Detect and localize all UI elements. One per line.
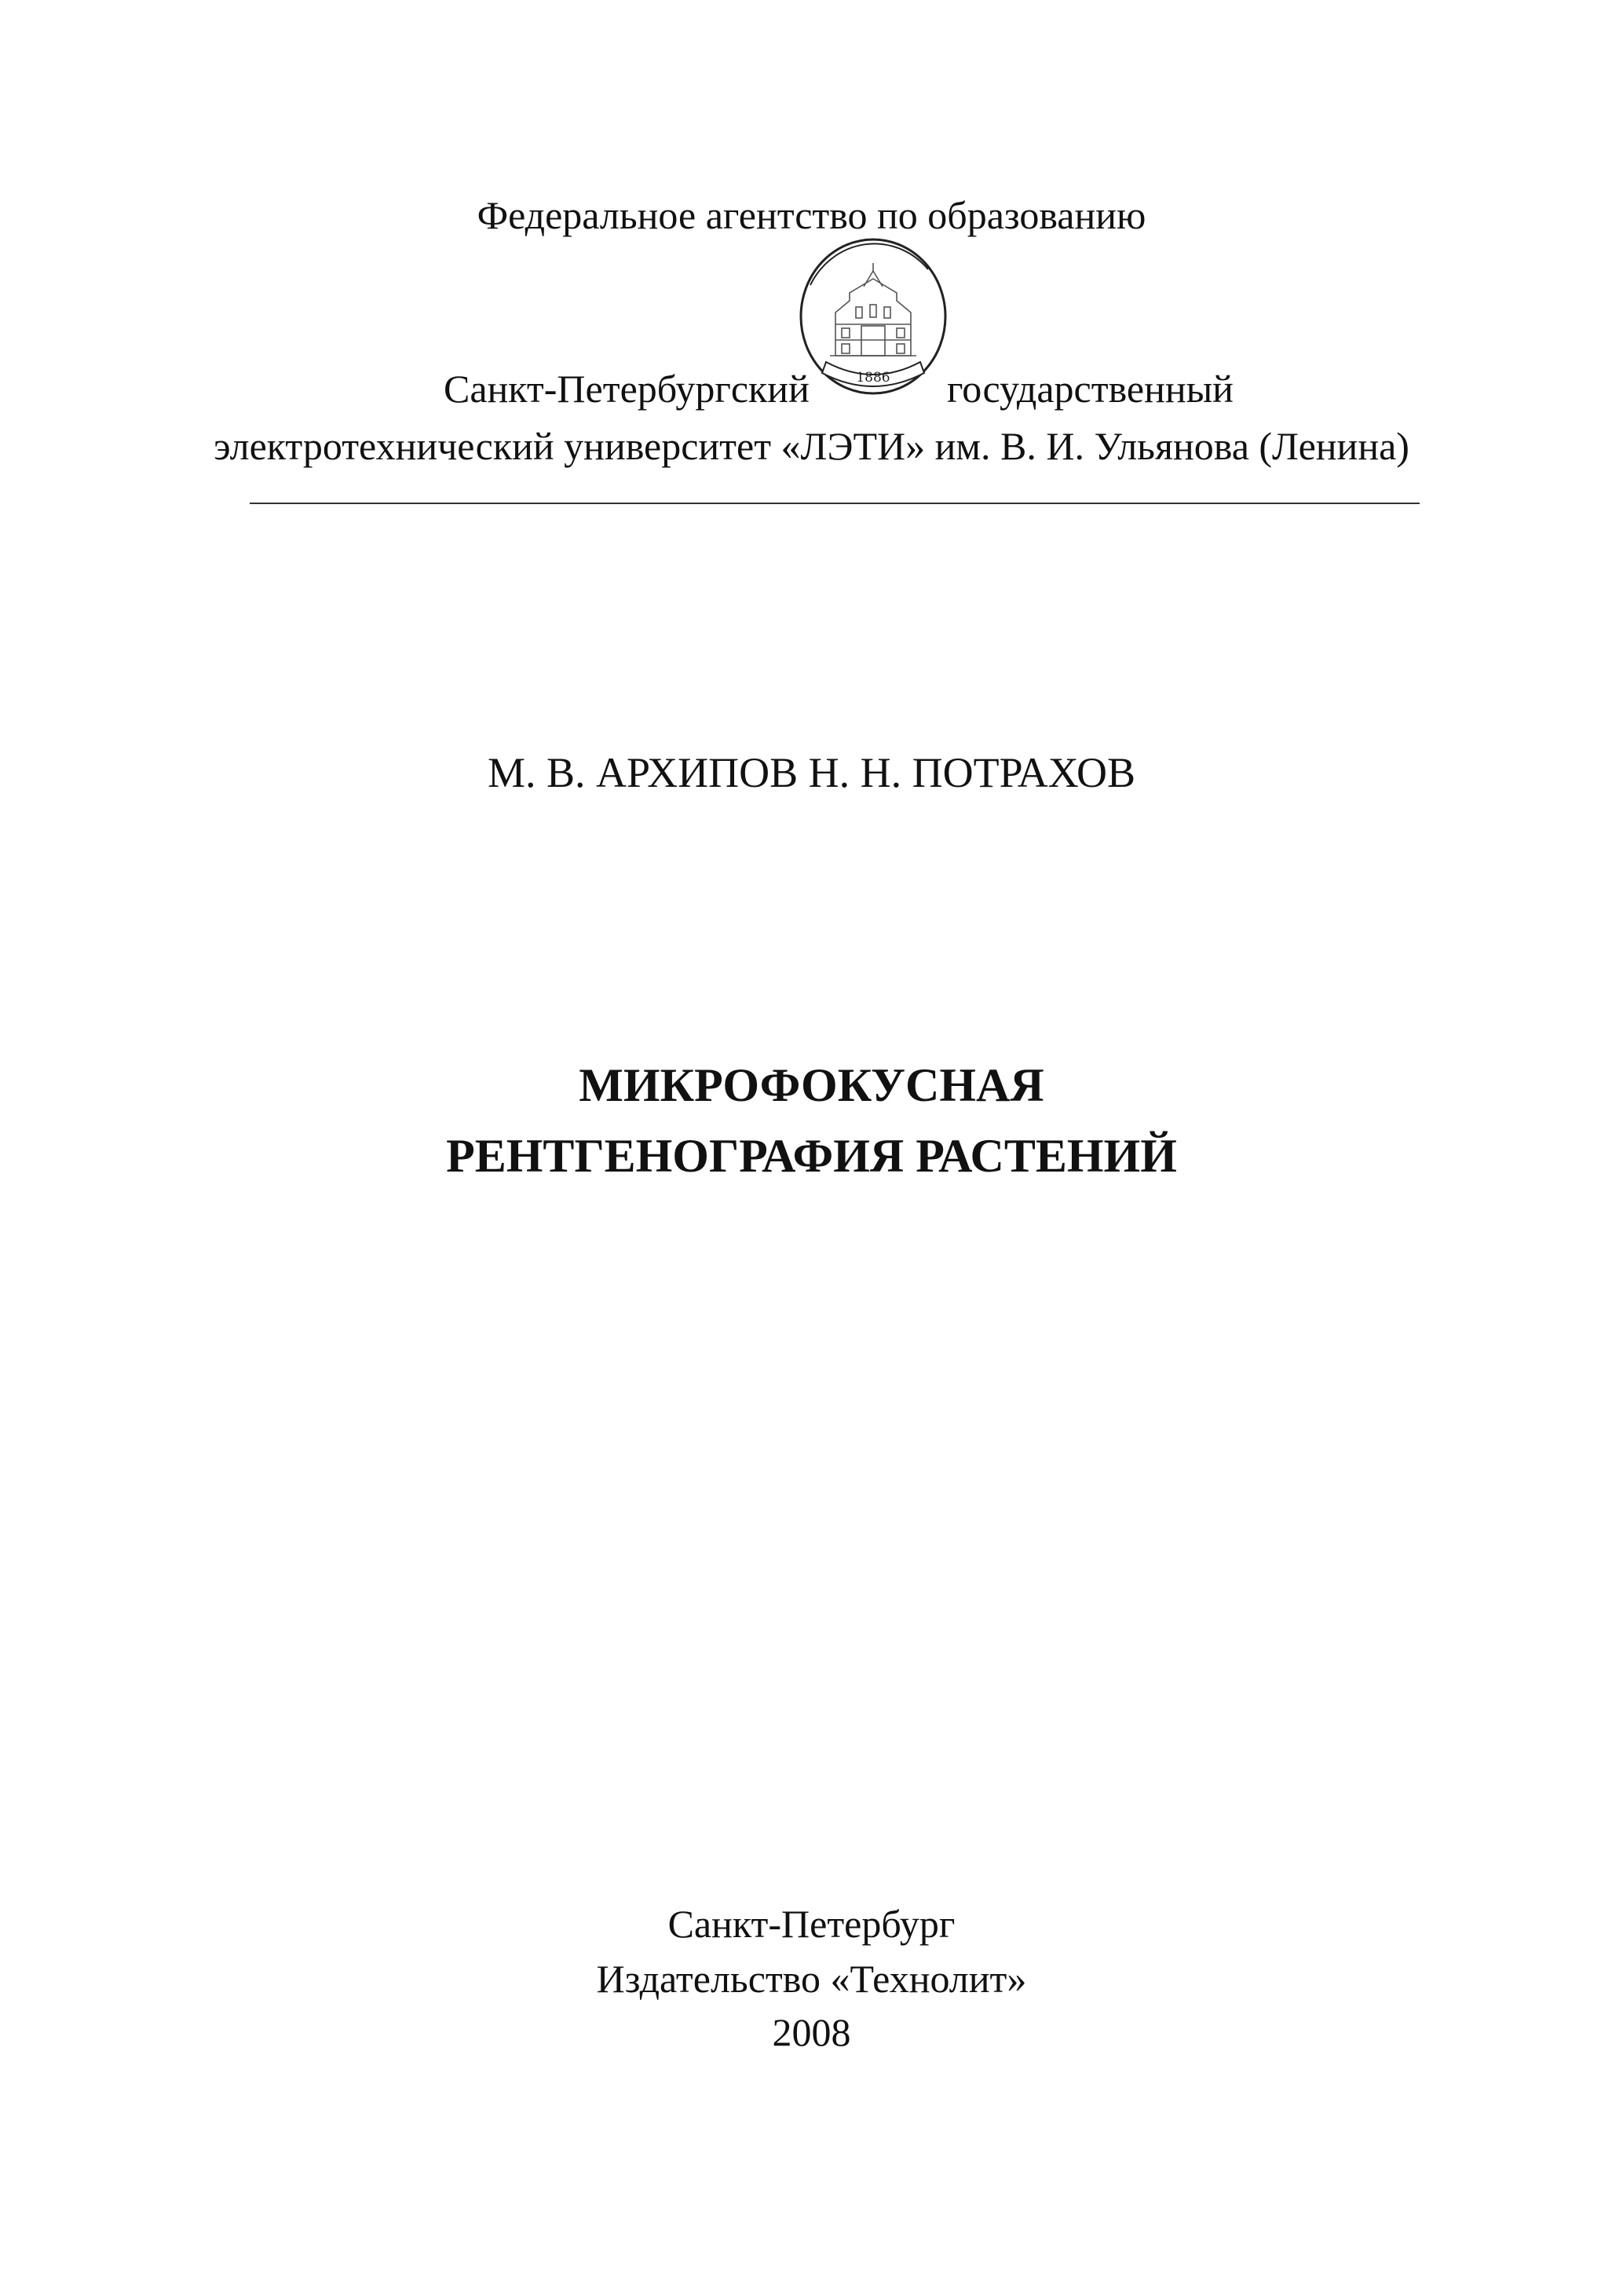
imprint-publisher: Издательство «Технолит» (596, 1957, 1027, 2001)
agency-name: Федеральное агентство по образованию (477, 193, 1146, 237)
authors: М. В. АРХИПОВ Н. Н. ПОТРАХОВ (487, 749, 1136, 796)
university-emblem-icon (795, 238, 952, 403)
emblem-year: 1886 (856, 370, 890, 386)
book-title-line2: РЕНТГЕНОГРАФИЯ РАСТЕНИЙ (446, 1130, 1177, 1182)
university-name-left: Санкт-Петербургский (444, 367, 810, 411)
university-name-right: государственный (947, 367, 1234, 411)
imprint-city: Санкт-Петербург (667, 1902, 956, 1946)
imprint-year: 2008 (772, 2010, 851, 2054)
header-divider (250, 503, 1420, 504)
university-name-line2: электротехнический университет «ЛЭТИ» им. В. И. Ульянова (Ленина) (214, 424, 1409, 468)
book-title-line1: МИКРОФОКУСНАЯ (579, 1059, 1044, 1111)
